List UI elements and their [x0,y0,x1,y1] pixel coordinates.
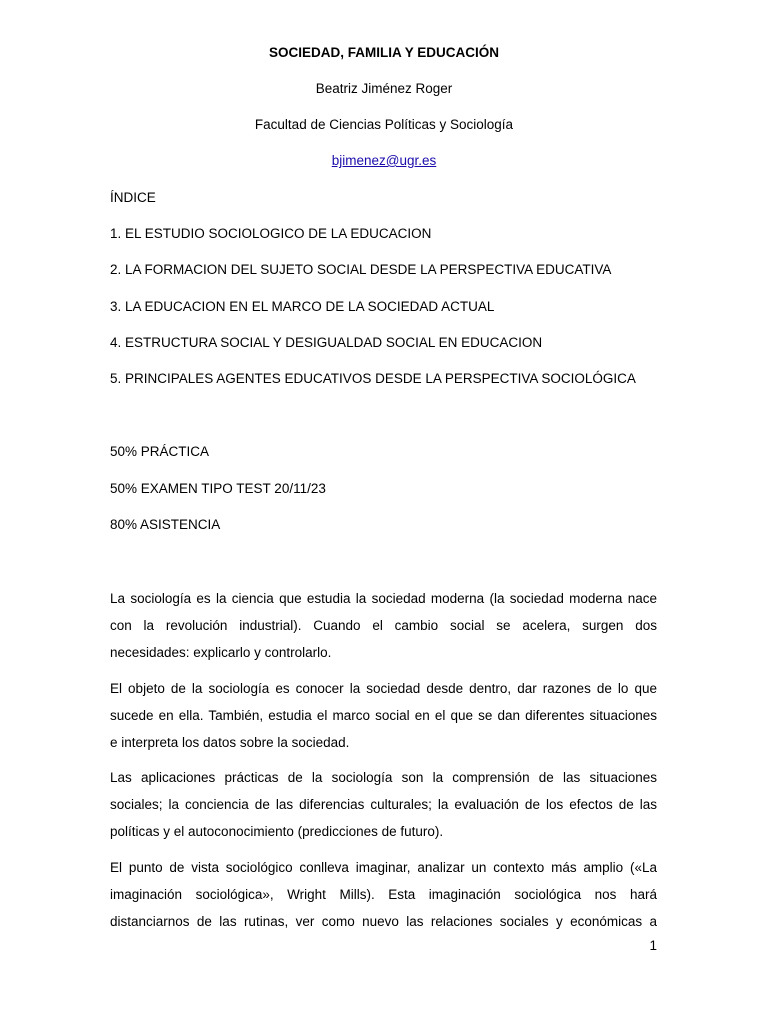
body-paragraph [110,764,657,845]
index-item: 1. EL ESTUDIO SOCIOLOGICO DE LA EDUCACION [110,226,432,241]
index-item: 3. LA EDUCACION EN EL MARCO DE LA SOCIEDAD ACTUAL [110,299,495,314]
email-row [0,153,768,169]
paragraph-line: El punto de vista sociológico conlleva imaginar, analizar un contexto más amplio («La [110,860,657,875]
paragraph-line: e interpreta los datos sobre la sociedad. [110,735,350,750]
paragraph-line: necesidades: explicarlo y controlarlo. [110,645,332,660]
index-heading: ÍNDICE [110,190,156,205]
author-name: Beatriz Jiménez Roger [315,81,453,96]
document-title: SOCIEDAD, FAMILIA Y EDUCACIÓN [268,45,500,60]
body-paragraph [110,854,657,935]
evaluation-item: 80% ASISTENCIA [110,517,221,532]
paragraph-line: distanciarnos de las rutinas, ver como nuevo las relaciones sociales y económicas a [110,914,657,929]
paragraph-line: La sociología es la ciencia que estudia la sociedad moderna (la sociedad moderna nace [110,591,657,606]
paragraph-line: El objeto de la sociología es conocer la sociedad desde dentro, dar razones de lo que [110,681,657,696]
evaluation-item: 50% EXAMEN TIPO TEST 20/11/23 [110,481,326,496]
paragraph-line: políticas y el autoconocimiento (predicciones de futuro). [110,824,444,839]
body-paragraph [110,675,657,756]
evaluation-item: 50% PRÁCTICA [110,444,210,459]
page-number: 1 [649,938,657,953]
email-link[interactable]: bjimenez@ugr.es [331,153,437,168]
paragraph-line: sucede en ella. También, estudia el marco social en el que se dan diferentes situaciones [110,708,657,723]
body-paragraph [110,585,657,666]
faculty-name: Facultad de Ciencias Políticas y Sociología [254,117,514,132]
index-item: 5. PRINCIPALES AGENTES EDUCATIVOS DESDE LA PERSPECTIVA SOCIOLÓGICA [110,371,636,386]
paragraph-line: sociales; la conciencia de las diferencias culturales; la evaluación de los efectos de las [110,797,657,812]
paragraph-line: con la revolución industrial). Cuando el cambio social se acelera, surgen dos [110,618,657,633]
paragraph-line: imaginación sociológica», Wright Mills). Esta imaginación sociológica nos hará [110,887,657,902]
paragraph-line: Las aplicaciones prácticas de la sociología son la comprensión de las situaciones [110,770,657,785]
index-item: 2. LA FORMACION DEL SUJETO SOCIAL DESDE LA PERSPECTIVA EDUCATIVA [110,262,612,277]
index-item: 4. ESTRUCTURA SOCIAL Y DESIGUALDAD SOCIAL EN EDUCACION [110,335,543,350]
